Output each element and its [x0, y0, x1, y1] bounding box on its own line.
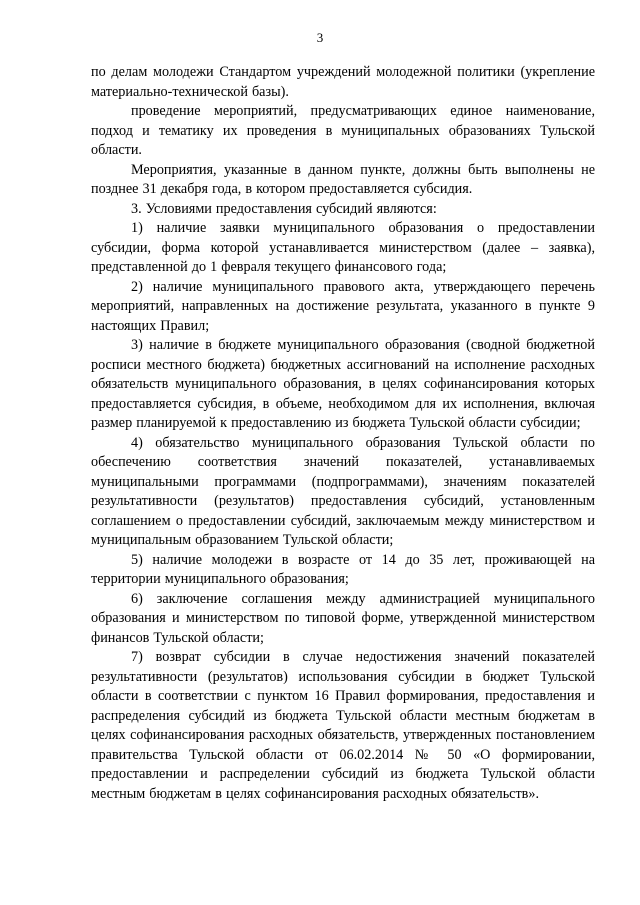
paragraph-continuation: по делам молодежи Стандартом учреждений молодежной политики (укрепление материально-технической базы).: [91, 64, 595, 100]
page-number: 3: [316, 30, 324, 45]
paragraph-condition-2: 2) наличие муниципального правового акта, утверждающего перечень мероприятий, направленных на достижение результата, указанного в пункте 9 настоящих Правил;: [91, 278, 595, 334]
paragraph-condition-1: 1) наличие заявки муниципального образования о предоставлении субсидии, форма которой устанавливается министерством (далее – заявка), представленной до 1 февраля текущего финансового года;: [91, 220, 595, 275]
paragraph-condition-6: 6) заключение соглашения между администрацией муниципального образования и министерством по типовой форме, утвержденной министерством финансов Тульской области;: [91, 590, 595, 646]
document-body: [91, 63, 595, 804]
paragraph-condition-4: 4) обязательство муниципального образования Тульской области по обеспечению соответствия значений показателей, устанавливаемых муниципальными программами (подпрограммами), значениям показателей результативности (результатов) предоставления субсидий, установленным соглашением о предоставлении субсидий, заключаемым между министерством и муниципальным образованием Тульской области;: [91, 434, 595, 548]
paragraph-condition-3: 3) наличие в бюджете муниципального образования (сводной бюджетной росписи местного бюджета) бюджетных ассигнований на исполнение расходных обязательств муниципального образования, в целях софинансирования которых предоставляется субсидия, в объеме, необходимом для их исполнения, включая размер планируемой к предоставлению из бюджета Тульской области субсидии;: [91, 337, 595, 431]
paragraph-deadline: Мероприятия, указанные в данном пункте, должны быть выполнены не позднее 31 декабря года, в котором предоставляется субсидия.: [91, 161, 595, 197]
paragraph-condition-7: 7) возврат субсидии в случае недостижения значений показателей результативности (результатов) использования субсидии в бюджет Тульской области в соответствии с пунктом 16 Правил формирования, предоставления и распределения субсидий из бюджета Тульской области местным бюджетам в целях софинансирования расходных обязательств, утвержденных постановлением правительства Тульской области от 06.02.2014 № 50 «О формировании, предоставлении и распределении субсидий из бюджета Тульской области местным бюджетам в целях софинансирования расходных обязательств».: [91, 649, 595, 802]
paragraph-events: проведение мероприятий, предусматривающих единое наименование, подход и тематику их проведения в муниципальных образованиях Тульской области.: [91, 103, 595, 158]
paragraph-conditions-heading: 3. Условиями предоставления субсидий являются:: [131, 200, 437, 217]
paragraph-condition-5: 5) наличие молодежи в возрасте от 14 до 35 лет, проживающей на территории муниципального образования;: [91, 551, 595, 587]
